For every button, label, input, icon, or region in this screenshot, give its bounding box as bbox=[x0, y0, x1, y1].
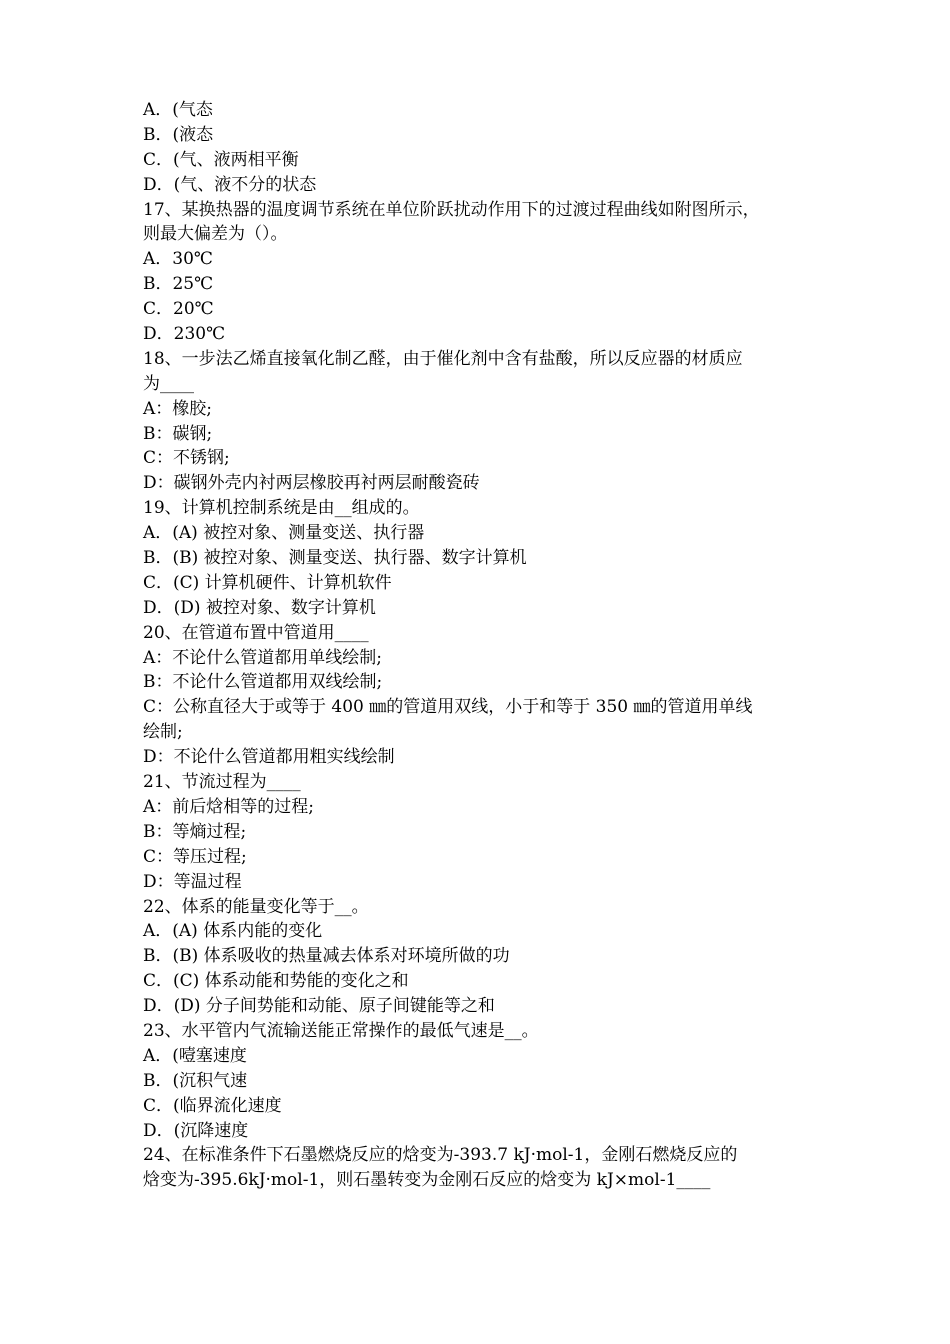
question-24-cont: 焓变为-395.6kJ·mol-1，则石墨转变为金刚石反应的焓变为 kJ×mol-1____ bbox=[143, 1170, 711, 1191]
option-23-d: D．(沉降速度 bbox=[143, 1120, 249, 1141]
option-21-b: B：等熵过程; bbox=[143, 821, 247, 842]
question-22: 22、体系的能量变化等于__。 bbox=[143, 896, 369, 917]
option-16-c: C．(气、液两相平衡 bbox=[143, 149, 299, 170]
question-19: 19、计算机控制系统是由__组成的。 bbox=[143, 498, 420, 519]
option-20-d: D：不论什么管道都用粗实线绘制 bbox=[143, 747, 395, 768]
option-20-a: A：不论什么管道都用单线绘制; bbox=[143, 647, 383, 668]
option-18-d: D：碳钢外壳内衬两层橡胶再衬两层耐酸瓷砖 bbox=[143, 473, 480, 494]
question-18: 18、一步法乙烯直接氧化制乙醛，由于催化剂中含有盐酸，所以反应器的材质应 bbox=[143, 348, 743, 369]
option-22-c: C．(C) 体系动能和势能的变化之和 bbox=[143, 971, 409, 992]
question-23: 23、水平管内气流输送能正常操作的最低气速是__。 bbox=[143, 1020, 539, 1041]
option-16-b: B．(液态 bbox=[143, 124, 214, 145]
option-23-a: A．(噎塞速度 bbox=[143, 1045, 247, 1066]
option-18-a: A：橡胶; bbox=[143, 398, 213, 419]
question-21: 21、节流过程为____ bbox=[143, 772, 301, 793]
option-19-c: C．(C) 计算机硬件、计算机软件 bbox=[143, 572, 392, 593]
question-18-cont: 为____ bbox=[143, 373, 194, 394]
option-22-d: D．(D) 分子间势能和动能、原子间键能等之和 bbox=[143, 996, 495, 1017]
option-19-b: B．(B) 被控对象、测量变送、执行器、数字计算机 bbox=[143, 548, 527, 569]
option-20-b: B：不论什么管道都用双线绘制; bbox=[143, 672, 383, 693]
option-21-c: C：等压过程; bbox=[143, 846, 247, 867]
option-17-a: A．30℃ bbox=[143, 249, 213, 270]
question-17: 17、某换热器的温度调节系统在单位阶跃扰动作用下的过渡过程曲线如附图所示， bbox=[143, 199, 760, 220]
option-22-a: A．(A) 体系内能的变化 bbox=[143, 921, 323, 942]
question-17-cont: 则最大偏差为（）。 bbox=[143, 224, 288, 245]
option-21-a: A：前后焓相等的过程; bbox=[143, 796, 315, 817]
option-23-b: B．(沉积气速 bbox=[143, 1070, 248, 1091]
option-22-b: B．(B) 体系吸收的热量减去体系对环境所做的功 bbox=[143, 946, 510, 967]
document-text bbox=[143, 98, 813, 1193]
option-19-a: A．(A) 被控对象、测量变送、执行器 bbox=[143, 523, 425, 544]
option-17-d: D．230℃ bbox=[143, 324, 226, 345]
option-20-c-cont: 绘制; bbox=[143, 722, 183, 743]
option-17-b: B．25℃ bbox=[143, 274, 214, 295]
option-18-b: B：碳钢; bbox=[143, 423, 213, 444]
option-21-d: D：等温过程 bbox=[143, 871, 242, 892]
option-20-c: C：公称直径大于或等于 400 ㎜的管道用双线，小于和等于 350 ㎜的管道用单线 bbox=[143, 697, 753, 718]
option-16-d: D．(气、液不分的状态 bbox=[143, 174, 317, 195]
question-20: 20、在管道布置中管道用____ bbox=[143, 622, 369, 643]
option-18-c: C：不锈钢; bbox=[143, 448, 230, 469]
option-23-c: C．(临界流化速度 bbox=[143, 1095, 282, 1116]
option-19-d: D．(D) 被控对象、数字计算机 bbox=[143, 597, 376, 618]
option-17-c: C．20℃ bbox=[143, 299, 214, 320]
option-16-a: A．(气态 bbox=[143, 100, 213, 120]
question-24: 24、在标准条件下石墨燃烧反应的焓变为-393.7 kJ·mol-1，金刚石燃烧反应的 bbox=[143, 1145, 738, 1166]
